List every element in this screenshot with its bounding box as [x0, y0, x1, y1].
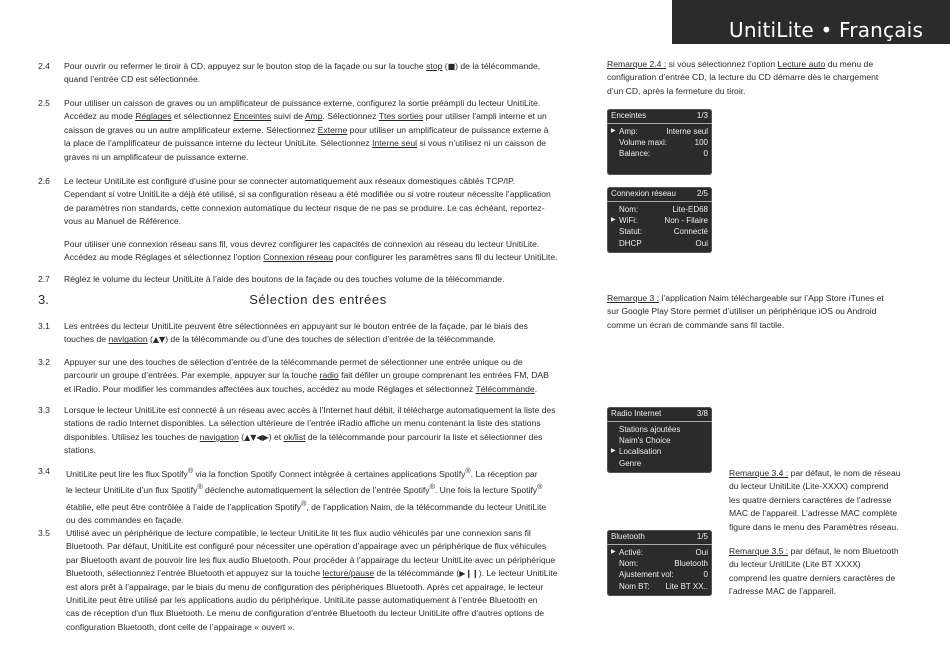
screen-menu-row: [611, 126, 708, 137]
screen-row-value: 0: [703, 570, 708, 580]
screen-row-label: Volume maxi:: [619, 138, 668, 148]
screen-menu-row: [611, 446, 708, 457]
paragraph-number: 2.6: [38, 176, 50, 186]
screen-row-label: Nom:: [619, 559, 639, 569]
screen-menu-row: [611, 424, 708, 435]
screen-row-value: Oui: [695, 238, 708, 248]
paragraph-number: 3.4: [38, 466, 50, 476]
screen-menu-row: [611, 148, 708, 159]
screen-row-value: Lite BT XX..: [665, 581, 708, 591]
screen-row-label: DHCP: [619, 238, 642, 248]
stop-square-icon: ■: [447, 62, 456, 71]
screen-menu-row: [611, 558, 708, 569]
note-3-4: Remarque 3.4 : par défaut, le nom de réseau du lecteur UnitiLite (Lite-XXXX) comprend les quatre derniers caractères de l’adresse MAC de l’appareil. L’adresse MAC complète figure dans le menu des Paramètres réseau.: [729, 468, 901, 532]
selection-arrow-icon: ▶: [611, 549, 616, 555]
screen-row-value: Interne seul: [666, 127, 708, 136]
paragraph-number: 3.1: [38, 321, 50, 331]
section-title: Sélection des entrées: [249, 292, 387, 307]
paragraph-3-3: 3.3 Lorsque le lecteur UnitiLite est connecté à un réseau avec accès à l’Internet haut débit, il télécharge automatiquement la liste des stations de radio Internet disponibles. La sélection ultérieure de l’entrée iRadio affiche un menu contenant la liste des stations disponibles. Utilisez les touches de navigation (▲▼◀▶) et ok/list de la télécommande pour parcourir la liste et sélectionner des stations.: [38, 405, 556, 456]
paragraph-number: 2.5: [38, 98, 50, 108]
screen-row-label: Nom BT:: [619, 581, 650, 591]
nav-up-down-icon: ▲▼: [152, 335, 166, 345]
display-screen-connexion-reseau: Connexion réseau 2/5 Nom: Lite-ED68 ▶ WiFi: Non - Filaire Statut: Connecté DHCP Oui: [607, 187, 712, 253]
display-screen-radio-internet: Radio Internet 3/8 Stations ajoutées Naim’s Choice ▶ Localisation Genre: [607, 407, 712, 473]
screen-menu-row: [611, 238, 708, 249]
screen-row-label: Naim’s Choice: [619, 436, 671, 446]
screen-row-value: Bluetooth: [674, 559, 708, 569]
header-bar: [672, 0, 950, 44]
paragraph-3-1: 3.1 Les entrées du lecteur UnitiLite peuvent être sélectionnées en appuyant sur le bouton entrée de la façade, par le biais des touches de navigation (▲▼) de la télécommande ou d’une des touches de sélection d’entrée de la télécommande.: [38, 321, 528, 345]
page-title: UnitiLite • Français: [729, 18, 924, 42]
paragraph-2-7: 2.7 Réglez le volume du lecteur UnitiLite à l’aide des boutons de la façade ou des touches volume de la télécommande.: [38, 273, 598, 287]
screen-row-label: Activé:: [619, 548, 644, 557]
screen-row-value: Non - Filaire: [664, 216, 708, 226]
screen-menu-row: [611, 226, 708, 237]
screen-menu-row: [611, 569, 708, 580]
paragraph-number: 3.5: [38, 528, 50, 538]
paragraph-3-2: 3.2 Appuyer sur une des touches de sélection d’entrée de la télécommande permet de sélectionner une entrée unique ou de parcourir un groupe d’entrées. Par exemple, appuyer sur la touche radio fait défiler un groupe comprenant les entrées FM, DAB et iRadio. Pour modifier les commandes affectées aux touches, accédez au mode Réglages et sélectionnez Télécommande.: [38, 357, 549, 394]
paragraph-number: 3.3: [38, 405, 50, 415]
paragraph-3-4: 3.4 UnitiLite peut lire les flux Spotify® via la fonction Spotify Connect intégrée à certaines applications Spotify®. La réception par le lecteur UnitiLite d’un flux Spotify® déclenche automatiquement la sélection de l’entrée Spotify®. Une fois la lecture Spotify® établie, elle peut être contrôlée à l’aide de l’application Spotify®, de l’application Naim, de la télécommande du lecteur UnitiLite ou des commandes en façade.: [38, 466, 547, 525]
display-screen-enceintes: Enceintes 1/3 ▶ Amp: Interne seul Volume maxi: 100 Balance: 0: [607, 109, 712, 175]
selection-arrow-icon: ▶: [611, 128, 616, 134]
screen-row-value: Connecté: [673, 227, 708, 237]
paragraph-2-6: 2.6 Le lecteur UnitiLite est configuré d’usine pour se connecter automatiquement aux réseaux domestiques câblés TCP/IP. Cependant si votre UnitiLite a déjà été utilisé, si sa configuration réseau a été modifiée ou si votre routeur nécessite l’application de paramètres non standards, cette connexion automatique du lecteur risque de ne pas se produire. Le cas échéant, reportez- vous au Manuel de Référence. Pour utiliser une connexion réseau sans fil, vous devrez configurer les capacités de connexion au réseau du lecteur UnitiLite. Accédez au mode Réglages et sélectionnez l’option Connexion réseau pour configurer les paramètres sans fil du lecteur UnitiLite.: [38, 176, 558, 263]
note-2-4: Remarque 2.4 : si vous sélectionnez l’option Lecture auto du menu de configuration d’entrée CD, la lecture du CD démarre dès le chargement d’un CD, après la fermeture du tiroir.: [607, 59, 879, 96]
screen-menu-row: [611, 204, 708, 215]
screen-row-label: Stations ajoutées: [619, 425, 681, 434]
screen-menu-row: [611, 547, 708, 558]
screen-row-value: Oui: [695, 548, 708, 557]
screen-row-label: Ajustement vol:: [619, 570, 674, 580]
screen-menu-row: [611, 215, 708, 226]
display-screen-bluetooth: Bluetooth 1/5 ▶ Activé: Oui Nom: Bluetooth Ajustement vol: 0 Nom BT: Lite BT XX..: [607, 530, 712, 596]
play-pause-icon: ▶❙❙: [459, 569, 479, 579]
paragraph-number: 2.4: [38, 61, 50, 71]
screen-row-label: Localisation: [619, 447, 662, 457]
section-number: 3.: [38, 292, 49, 307]
screen-row-value: 0: [703, 149, 708, 159]
selection-arrow-icon: ▶: [611, 448, 616, 455]
paragraph-number: 3.2: [38, 357, 50, 367]
screen-row-label: Genre: [619, 458, 642, 468]
screen-row-label: Statut:: [619, 227, 643, 237]
screen-menu-row: [611, 137, 708, 148]
paragraph-3-5: 3.5 Utilisé avec un périphérique de lecture compatible, le lecteur UnitiLite lit les flux audio véhiculés par une connexion sans fil Bluetooth. Par défaut, UnitiLite est configuré pour nécessiter une opération d’appairage avec un périphérique de flux véhicules par Bluetooth avant de pouvoir lire les flux audio Bluetooth. Pour procéder à l’appairage du lecteur UnitiLite avec un périphérique Bluetooth, sélectionnez l’entrée Bluetooth et appuyez sur la touche lecture/pause de la télécommande (▶❙❙). Le lecteur UnitiLite est alors prêt à l’appairage, par le biais du menu de configuration des périphériques Bluetooth. Après cet appairage, le lecteur UnitiLite peut être utilisé par les applications audio du périphérique. UnitiLite passe automatiquement à l’entrée Bluetooth en cas de réception d’un flux Bluetooth. Le menu de configuration d’entrée Bluetooth du lecteur UnitiLite offre d’autres options de configuration Bluetooth, dont celle de l’appairage « ouvert ».: [38, 528, 558, 632]
paragraph-2-5: 2.5 Pour utiliser un caisson de graves ou un amplificateur de puissance externe, configurez la sortie préampli du lecteur UnitiLite. Accédez au mode Réglages et sélectionnez Enceintes suivi de Amp. Sélectionnez Ttes sorties pour utiliser l’ampli interne et un caisson de graves ou un autre amplificateur externe. Sélectionnez Externe pour utiliser un amplificateur de puissance externe à la place de l’amplificateur de puissance interne du lecteur UnitiLite. Sélectionnez Interne seul si vous n’utilisez ni un caisson de graves ni un amplificateur de puissance externe.: [38, 98, 549, 162]
note-3-5: Remarque 3.5 : par défaut, le nom Bluetooth du lecteur UnitiLite (Lite BT XXXX) comprend les quatre derniers caractères de l’adresse MAC de l’appareil.: [729, 546, 899, 597]
screen-menu-row: [611, 458, 708, 469]
screen-row-label: WiFi:: [619, 216, 638, 226]
screen-menu-row: [611, 435, 708, 446]
screen-row-label: Nom:: [619, 205, 639, 214]
screen-row-label: Amp:: [619, 127, 638, 136]
screen-row-label: Balance:: [619, 149, 651, 159]
screen-row-value: 100: [694, 138, 708, 148]
nav-up-down-left-right-icon: ▲▼◀▶: [244, 432, 269, 442]
screen-row-value: Lite-ED68: [672, 205, 708, 214]
selection-arrow-icon: ▶: [611, 217, 616, 224]
paragraph-2-4: 2.4 Pour ouvrir ou refermer le tiroir à CD, appuyez sur le bouton stop de la façade ou sur la touche stop (■) de la télécommande, quand l’entrée CD est sélectionnée.: [38, 61, 541, 85]
note-3: Remarque 3 : l’application Naim téléchargeable sur l’App Store iTunes et sur Google Play Store permet d’utiliser un périphérique iOS ou Android comme un écran de commande sans fil tactile.: [607, 293, 884, 330]
paragraph-number: 2.7: [38, 274, 50, 284]
screen-menu-row: [611, 581, 708, 592]
